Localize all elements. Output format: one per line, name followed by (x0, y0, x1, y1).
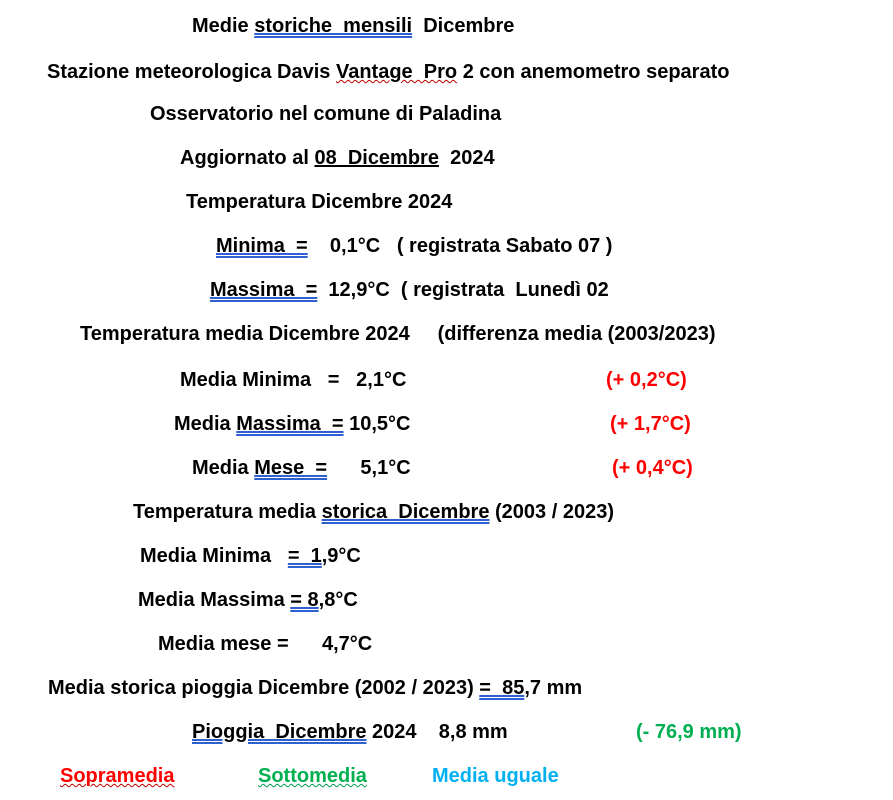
min-value: 0,1°C ( registrata Sabato 07 ) (307, 235, 613, 257)
hist-max-row (138, 588, 358, 612)
hist-min-value: ,9°C (321, 545, 361, 567)
title-part-c: Dicembre (412, 15, 515, 37)
hist-max-eq: = 8 (290, 589, 319, 611)
avg-month-diff: (+ 0,4°C) (612, 457, 693, 479)
avg-max-part-a: Media (174, 413, 237, 435)
legend-above: Sopramedia (60, 765, 175, 787)
avg-max-label: Massima = (236, 413, 344, 435)
hist-min-row (140, 544, 361, 568)
legend-below: Sottomedia (258, 765, 367, 787)
hist-month-row: Media mese = 4,7°C (158, 633, 373, 655)
avg-heading (80, 322, 715, 346)
avg-max-row (174, 412, 410, 436)
updated-date: 08 Dicembre (314, 147, 439, 169)
updated-line (180, 146, 495, 170)
avg-min-row: Media Minima = 2,1°C (180, 369, 407, 391)
station-line (47, 60, 729, 84)
min-label: Minima = (216, 235, 308, 257)
rain-month-row (192, 720, 508, 744)
hist-min-eq: = 1 (287, 545, 322, 567)
rain-hist-row (48, 676, 582, 700)
station-part-b: Vantage Pro (335, 61, 458, 83)
hist-min-label: Media Minima (140, 545, 288, 567)
rain-month-label: Pioggia Dicembre (192, 721, 367, 743)
rain-hist-value: ,7 mm (524, 677, 583, 699)
max-label: Massima = (210, 279, 318, 301)
avg-max-diff: (+ 1,7°C) (610, 413, 691, 435)
rain-hist-eq: = 85 (479, 677, 525, 699)
avg-min-diff: (+ 0,2°C) (606, 369, 687, 391)
avg-month-row (192, 456, 411, 480)
observatory-line: Osservatorio nel comune di Paladina (150, 103, 502, 125)
station-part-c: 2 con anemometro separato (457, 61, 730, 83)
hist-heading (133, 500, 614, 524)
hist-heading-part-a: Temperatura media (133, 501, 322, 523)
hist-max-value: ,8°C (318, 589, 358, 611)
station-part-a: Stazione meteorologica Davis (47, 61, 336, 83)
avg-month-part-a: Media (192, 457, 255, 479)
title-part-b: storiche mensili (254, 15, 413, 37)
max-row (210, 278, 609, 302)
hist-heading-part-c: (2003 / 2023) (489, 501, 614, 523)
temp-month-heading: Temperatura Dicembre 2024 (186, 191, 453, 213)
page-title (192, 14, 514, 38)
max-value: 12,9°C ( registrata Lunedì 02 (317, 279, 609, 301)
avg-month-value: 5,1°C (327, 457, 411, 479)
updated-part-c: 2024 (438, 147, 495, 169)
rain-month-value: 2024 8,8 mm (366, 721, 508, 743)
title-part-a: Medie (192, 15, 255, 37)
hist-max-label: Media Massima (138, 589, 291, 611)
avg-heading-part-b: (differenza media (2003/2023) (437, 323, 716, 345)
rain-month-diff: (- 76,9 mm) (636, 721, 742, 743)
avg-month-label: Mese = (254, 457, 328, 479)
min-row (216, 234, 612, 258)
updated-part-a: Aggiornato al (180, 147, 315, 169)
hist-heading-part-b: storica Dicembre (321, 501, 490, 523)
avg-heading-part-a: Temperatura media Dicembre 2024 (80, 323, 438, 345)
legend-equal: Media uguale (432, 765, 559, 787)
rain-hist-label: Media storica pioggia Dicembre (2002 / 2023) (48, 677, 480, 699)
avg-max-value: 10,5°C (343, 413, 411, 435)
